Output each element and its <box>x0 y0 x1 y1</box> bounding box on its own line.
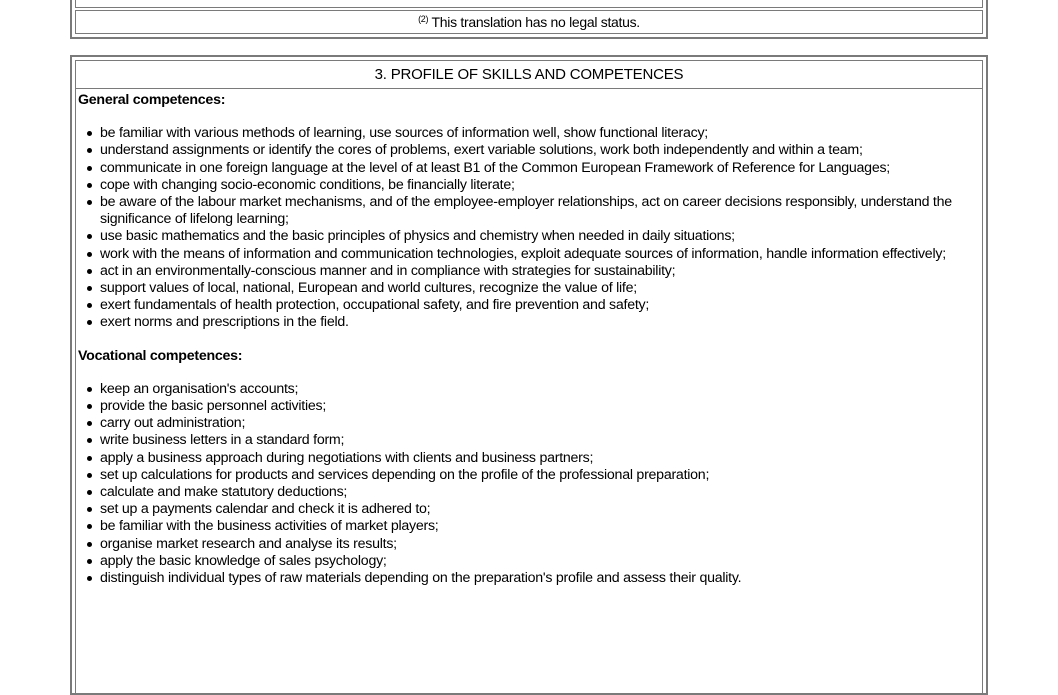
list-item: understand assignments or identify the cores of problems, exert variable solutions, work both independently and within a team; <box>100 142 982 159</box>
section-title: 3. PROFILE OF SKILLS AND COMPETENCES <box>75 60 983 89</box>
list-item: write business letters in a standard form; <box>100 432 982 449</box>
list-item: communicate in one foreign language at the level of at least B1 of the Common European Framework of Reference for Languages; <box>100 160 982 177</box>
list-item: be familiar with the business activities of market players; <box>100 518 982 535</box>
skills-competences-section <box>70 55 988 695</box>
list-item: exert norms and prescriptions in the field. <box>100 314 982 331</box>
list-item: apply the basic knowledge of sales psychology; <box>100 553 982 570</box>
list-item: exert fundamentals of health protection, occupational safety, and fire prevention and safety; <box>100 297 982 314</box>
list-item: cope with changing socio-economic conditions, be financially literate; <box>100 177 982 194</box>
list-item: use basic mathematics and the basic principles of physics and chemistry when needed in daily situations; <box>100 228 982 245</box>
list-item: be aware of the labour market mechanisms, and of the employee-employer relationships, act on career decisions responsibly, understand the significance of lifelong learning; <box>100 194 982 228</box>
footnote-marker: (2) <box>418 14 429 24</box>
list-item: act in an environmentally-conscious manner and in compliance with strategies for sustainability; <box>100 263 982 280</box>
list-item: work with the means of information and communication technologies, exploit adequate sources of information, handle information effectively; <box>100 246 982 263</box>
list-item: be familiar with various methods of learning, use sources of information well, show functional literacy; <box>100 125 982 142</box>
footnote-text: This translation has no legal status. <box>431 14 640 30</box>
vocational-competences-heading: Vocational competences: <box>78 347 243 364</box>
general-competences-list <box>78 125 982 331</box>
general-competences-heading: General competences: <box>78 92 226 108</box>
list-item: carry out administration; <box>100 415 982 432</box>
list-item: keep an organisation's accounts; <box>100 381 982 398</box>
previous-table-row <box>75 0 983 8</box>
vocational-competences-list <box>78 381 982 587</box>
list-item: distinguish individual types of raw materials depending on the preparation's profile and assess their quality. <box>100 570 982 587</box>
list-item: apply a business approach during negotiations with clients and business partners; <box>100 450 982 467</box>
list-item: provide the basic personnel activities; <box>100 398 982 415</box>
list-item: organise market research and analyse its results; <box>100 536 982 553</box>
footnote-box <box>70 0 988 39</box>
list-item: calculate and make statutory deductions; <box>100 484 982 501</box>
footnote-row <box>75 10 983 34</box>
section-content <box>75 89 983 695</box>
list-item: support values of local, national, European and world cultures, recognize the value of life; <box>100 280 982 297</box>
list-item: set up a payments calendar and check it is adhered to; <box>100 501 982 518</box>
list-item: set up calculations for products and services depending on the profile of the professional preparation; <box>100 467 982 484</box>
